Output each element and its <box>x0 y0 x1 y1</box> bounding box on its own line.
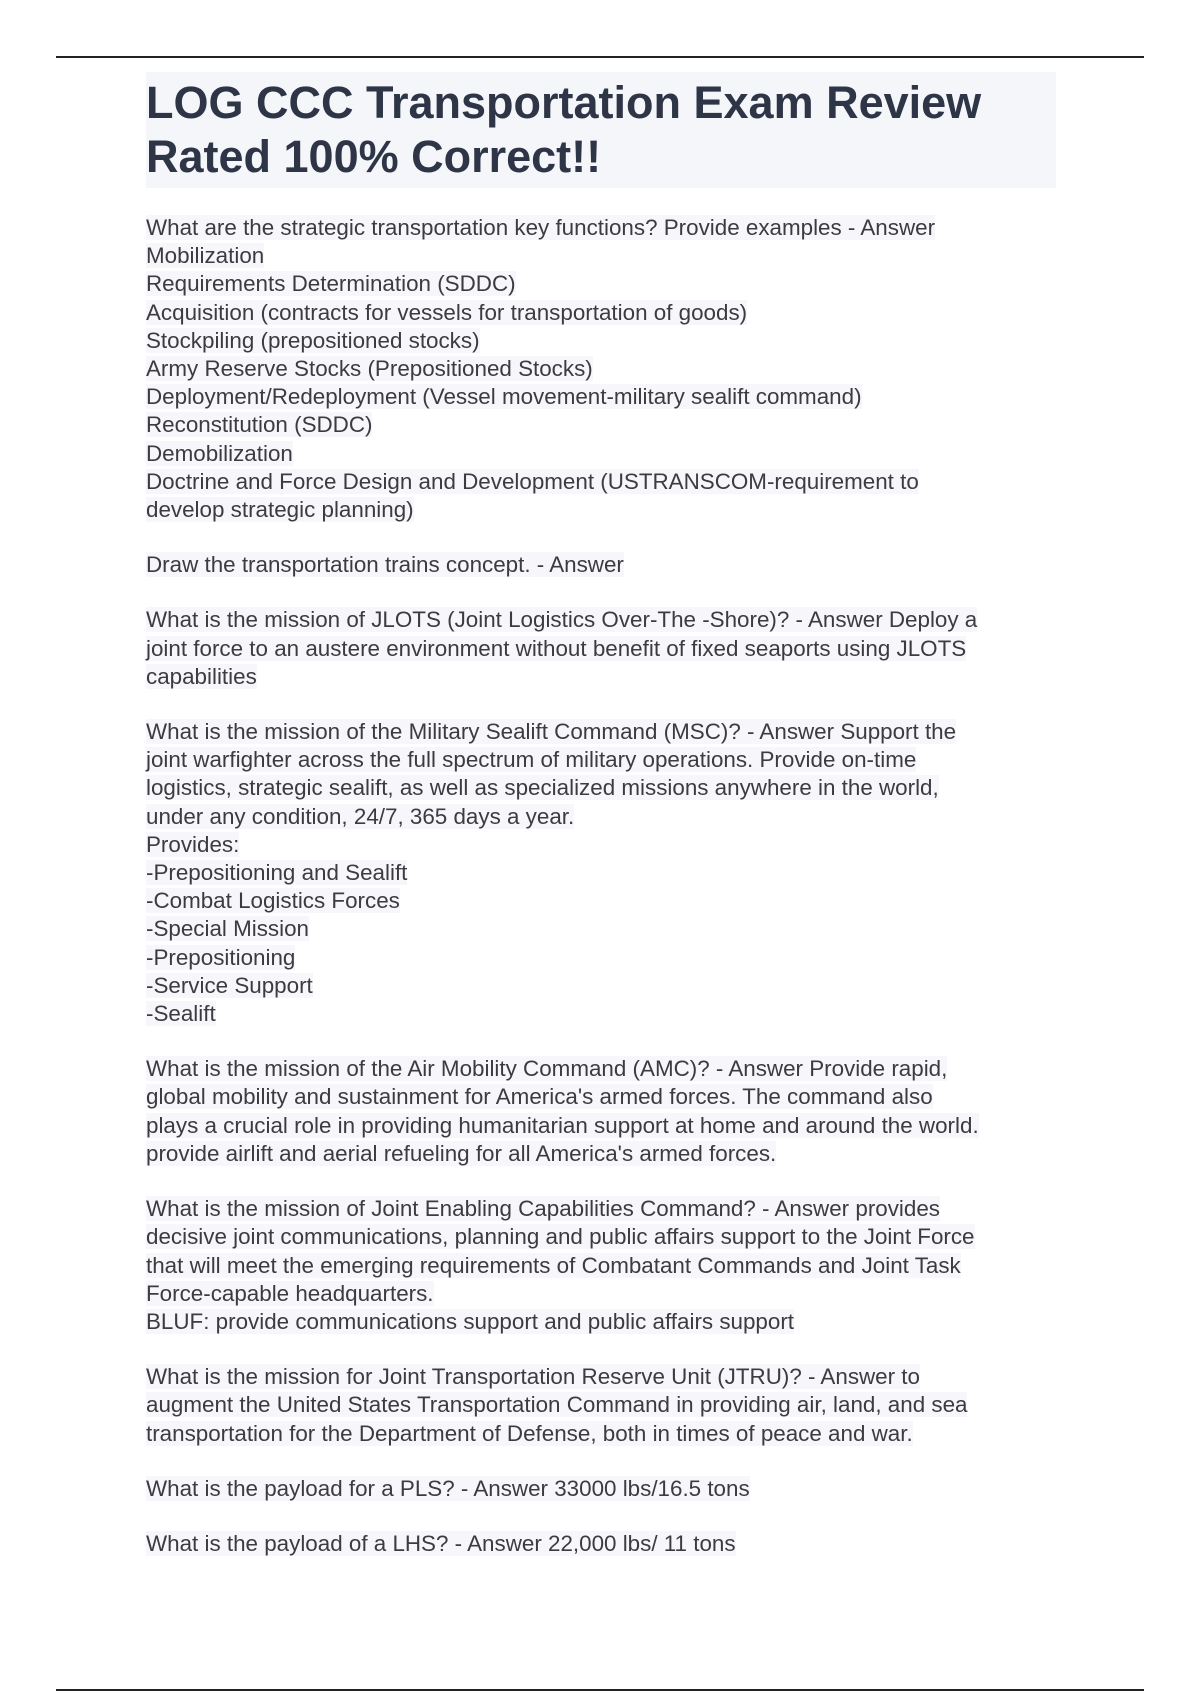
qa-line-text: global mobility and sustainment for America's armed forces. The command also <box>146 1084 933 1110</box>
qa-line <box>146 1083 1056 1111</box>
qa-line-text: BLUF: provide communications support and public affairs support <box>146 1308 795 1334</box>
title-line-1: LOG CCC Transportation Exam Review <box>146 77 982 128</box>
qa-item <box>146 1055 1056 1168</box>
qa-line-text: -Special Mission <box>146 916 310 942</box>
qa-line <box>146 496 1056 524</box>
qa-line-text: Stockpiling (prepositioned stocks) <box>146 327 480 353</box>
qa-line-text: transportation for the Department of Defense, both in times of peace and war. <box>146 1420 913 1446</box>
qa-item <box>146 1195 1056 1336</box>
qa-line-text: Deployment/Redeployment (Vessel movement-military sealift command) <box>146 384 862 410</box>
qa-line-text: plays a crucial role in providing humanitarian support at home and around the world. <box>146 1112 979 1138</box>
qa-line <box>146 774 1056 802</box>
qa-item <box>146 551 1056 579</box>
qa-line <box>146 944 1056 972</box>
qa-line <box>146 214 1056 242</box>
qa-line <box>146 440 1056 468</box>
qa-line <box>146 803 1056 831</box>
qa-line <box>146 635 1056 663</box>
qa-line-text: Demobilization <box>146 440 293 466</box>
qa-line <box>146 1195 1056 1223</box>
qa-item <box>146 606 1056 691</box>
qa-line-text: What is the mission for Joint Transportation Reserve Unit (JTRU)? - Answer to <box>146 1364 920 1390</box>
qa-line-text: joint warfighter across the full spectrum of military operations. Provide on-time <box>146 747 917 773</box>
qa-line <box>146 1475 1056 1503</box>
qa-line <box>146 1252 1056 1280</box>
qa-item <box>146 214 1056 524</box>
qa-line-text: Mobilization <box>146 243 265 269</box>
qa-line-text: -Service Support <box>146 972 313 998</box>
qa-line-text: Acquisition (contracts for vessels for transportation of goods) <box>146 299 748 325</box>
qa-line-text: logistics, strategic sealift, as well as specialized missions anywhere in the world, <box>146 775 939 801</box>
qa-line-text: What is the payload for a PLS? - Answer 33000 lbs/16.5 tons <box>146 1475 750 1501</box>
qa-line-text: Army Reserve Stocks (Prepositioned Stocks) <box>146 356 593 382</box>
qa-line <box>146 270 1056 298</box>
qa-line <box>146 1000 1056 1028</box>
qa-line <box>146 1112 1056 1140</box>
qa-line-text: What is the payload of a LHS? - Answer 22,000 lbs/ 11 tons <box>146 1530 736 1556</box>
qa-list <box>146 214 1056 1558</box>
qa-line-text: -Sealift <box>146 1001 216 1027</box>
qa-line-text: develop strategic planning) <box>146 497 414 523</box>
qa-line <box>146 327 1056 355</box>
qa-line <box>146 1055 1056 1083</box>
qa-line-text: Reconstitution (SDDC) <box>146 412 373 438</box>
qa-line <box>146 383 1056 411</box>
qa-line <box>146 718 1056 746</box>
qa-line <box>146 355 1056 383</box>
title-block <box>146 72 1056 188</box>
qa-item <box>146 1530 1056 1558</box>
qa-line <box>146 299 1056 327</box>
qa-line <box>146 1530 1056 1558</box>
qa-line-text: Force-capable headquarters. <box>146 1280 434 1306</box>
document-body <box>146 72 1056 1585</box>
qa-line <box>146 887 1056 915</box>
qa-line-text: provide airlift and aerial refueling for all America's armed forces. <box>146 1140 777 1166</box>
qa-line-text: Doctrine and Force Design and Development (USTRANSCOM-requirement to <box>146 468 919 494</box>
qa-line-text: augment the United States Transportation Command in providing air, land, and sea <box>146 1392 968 1418</box>
qa-line-text: What are the strategic transportation key functions? Provide examples - Answer <box>146 215 936 240</box>
qa-line-text: What is the mission of the Military Sealift Command (MSC)? - Answer Support the <box>146 719 957 745</box>
qa-line-text: Requirements Determination (SDDC) <box>146 271 516 297</box>
qa-line <box>146 1391 1056 1419</box>
qa-line <box>146 1363 1056 1391</box>
qa-line-text: decisive joint communications, planning and public affairs support to the Joint Force <box>146 1224 975 1250</box>
qa-line-text: Provides: <box>146 831 240 857</box>
qa-line <box>146 831 1056 859</box>
qa-line <box>146 859 1056 887</box>
qa-line <box>146 1223 1056 1251</box>
qa-line-text: What is the mission of the Air Mobility Command (AMC)? - Answer Provide rapid, <box>146 1056 948 1082</box>
qa-line <box>146 746 1056 774</box>
qa-line <box>146 468 1056 496</box>
qa-item <box>146 1363 1056 1448</box>
qa-line <box>146 1420 1056 1448</box>
qa-line <box>146 663 1056 691</box>
qa-line <box>146 1308 1056 1336</box>
bottom-rule <box>56 1689 1144 1691</box>
qa-line-text: What is the mission of Joint Enabling Capabilities Command? - Answer provides <box>146 1196 940 1222</box>
qa-line-text: What is the mission of JLOTS (Joint Logistics Over-The -Shore)? - Answer Deploy a <box>146 607 978 633</box>
qa-line <box>146 551 1056 579</box>
qa-line-text: -Prepositioning and Sealift <box>146 860 408 886</box>
qa-line-text: that will meet the emerging requirements of Combatant Commands and Joint Task <box>146 1252 961 1278</box>
qa-item <box>146 718 1056 1028</box>
title-line-2: Rated 100% Correct!! <box>146 131 602 182</box>
qa-line <box>146 411 1056 439</box>
qa-line <box>146 915 1056 943</box>
qa-line-text: Draw the transportation trains concept. - Answer <box>146 552 624 578</box>
qa-line-text: capabilities <box>146 663 257 689</box>
qa-line-text: -Combat Logistics Forces <box>146 888 400 914</box>
qa-line-text: joint force to an austere environment without benefit of fixed seaports using JLOTS <box>146 635 967 661</box>
qa-line <box>146 1140 1056 1168</box>
qa-line-text: -Prepositioning <box>146 944 296 970</box>
qa-line <box>146 972 1056 1000</box>
document-title <box>146 76 1050 184</box>
qa-line-text: under any condition, 24/7, 365 days a year. <box>146 803 575 829</box>
top-rule <box>56 56 1144 58</box>
qa-line <box>146 606 1056 634</box>
qa-line <box>146 242 1056 270</box>
qa-item <box>146 1475 1056 1503</box>
qa-line <box>146 1280 1056 1308</box>
